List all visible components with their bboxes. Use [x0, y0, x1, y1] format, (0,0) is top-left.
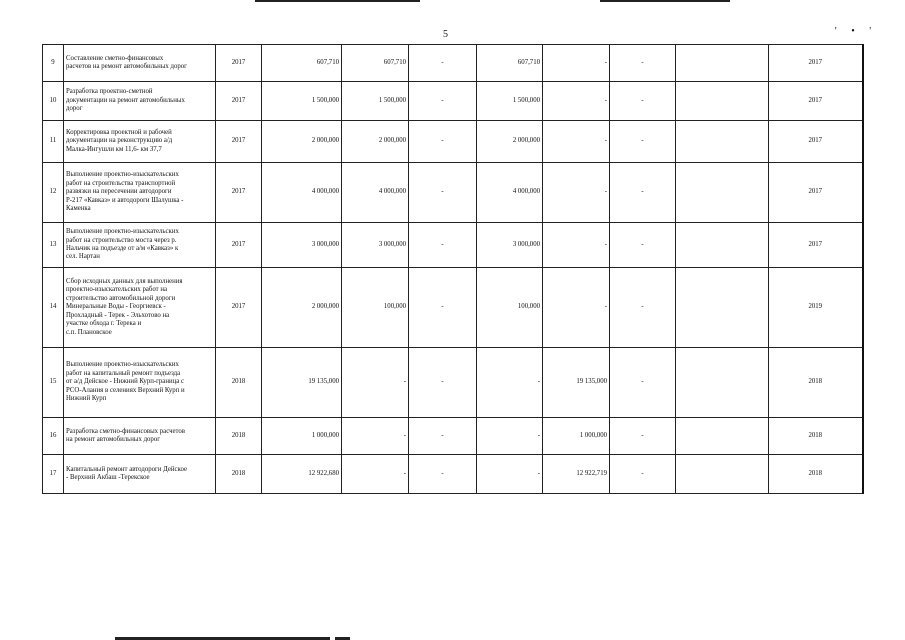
- amount-col-3: 2 000,000: [477, 121, 543, 163]
- row-number: 12: [43, 163, 64, 223]
- completion-year: 2017: [769, 223, 863, 268]
- total-cost: 2 000,000: [262, 268, 342, 348]
- amount-col-3: -: [477, 348, 543, 418]
- amount-col-3: 1 500,000: [477, 82, 543, 121]
- table-row: [43, 348, 863, 418]
- completion-year: 2017: [769, 121, 863, 163]
- table-row: [43, 163, 863, 223]
- description-line: Составление сметно-финансовых: [66, 54, 164, 62]
- row-number: 17: [43, 455, 64, 494]
- completion-year: 2018: [769, 348, 863, 418]
- description-line: развязки на пересечении автодороги: [66, 188, 172, 196]
- amount-col-4: -: [543, 121, 610, 163]
- description-line: РСО-Алания в селениях Верхний Курп и: [66, 386, 185, 394]
- description-line: Выполнение проектно-изыскательских: [66, 361, 179, 369]
- start-year: 2017: [216, 268, 262, 348]
- budget-table: [42, 44, 864, 494]
- completion-year: 2017: [769, 163, 863, 223]
- work-description: [64, 163, 216, 223]
- amount-col-1: 3 000,000: [342, 223, 409, 268]
- amount-col-1: 100,000: [342, 268, 409, 348]
- start-year: 2018: [216, 418, 262, 455]
- scan-artifact-top-right: [600, 0, 730, 2]
- start-year: 2017: [216, 223, 262, 268]
- row-number: 11: [43, 121, 64, 163]
- scan-specks: ' • ': [834, 26, 877, 37]
- amount-col-1: 2 000,000: [342, 121, 409, 163]
- notes-cell: [676, 223, 769, 268]
- scan-artifact-top: [255, 0, 420, 2]
- amount-col-4: -: [543, 82, 610, 121]
- amount-col-5: -: [610, 82, 676, 121]
- work-description: [64, 45, 216, 82]
- page-number: 5: [443, 29, 448, 40]
- amount-col-2: -: [409, 121, 477, 163]
- amount-col-2: -: [409, 418, 477, 455]
- amount-col-3: -: [477, 418, 543, 455]
- description-line: строительство автомобильной дороги: [66, 294, 176, 302]
- amount-col-5: -: [610, 418, 676, 455]
- description-line: Нижний Курп: [66, 395, 107, 403]
- amount-col-3: 100,000: [477, 268, 543, 348]
- start-year: 2017: [216, 82, 262, 121]
- notes-cell: [676, 163, 769, 223]
- table-row: [43, 82, 863, 121]
- amount-col-5: -: [610, 163, 676, 223]
- amount-col-4: 12 922,719: [543, 455, 610, 494]
- description-line: работ на капитальный ремонт подъезда: [66, 369, 181, 377]
- amount-col-1: 607,710: [342, 45, 409, 82]
- description-line: Каменка: [66, 205, 91, 213]
- total-cost: 19 135,000: [262, 348, 342, 418]
- amount-col-5: -: [610, 268, 676, 348]
- amount-col-2: -: [409, 45, 477, 82]
- amount-col-2: -: [409, 348, 477, 418]
- description-line: сел. Нартан: [66, 253, 100, 261]
- description-line: документации на ремонт автомобильных: [66, 96, 185, 104]
- amount-col-4: -: [543, 223, 610, 268]
- description-line: Прохладный - Терек - Эльхотово на: [66, 311, 170, 319]
- amount-col-4: 1 000,000: [543, 418, 610, 455]
- notes-cell: [676, 45, 769, 82]
- completion-year: 2018: [769, 418, 863, 455]
- amount-col-4: 19 135,000: [543, 348, 610, 418]
- description-line: Малка-Ингушли км 11,6- км 37,7: [66, 145, 162, 153]
- table-row: [43, 455, 863, 494]
- table-row: [43, 418, 863, 455]
- amount-col-2: -: [409, 163, 477, 223]
- completion-year: 2017: [769, 82, 863, 121]
- row-number: 13: [43, 223, 64, 268]
- amount-col-5: -: [610, 45, 676, 82]
- row-number: 14: [43, 268, 64, 348]
- description-line: Капитальный ремонт автодороги Дейское: [66, 465, 187, 473]
- work-description: [64, 223, 216, 268]
- row-number: 10: [43, 82, 64, 121]
- description-line: Минеральные Воды - Георгиевск -: [66, 303, 166, 311]
- table-row: [43, 121, 863, 163]
- notes-cell: [676, 418, 769, 455]
- start-year: 2018: [216, 455, 262, 494]
- description-line: от а/д Дейское - Нижний Курп-граница с: [66, 378, 184, 386]
- amount-col-2: -: [409, 455, 477, 494]
- amount-col-2: -: [409, 223, 477, 268]
- amount-col-3: -: [477, 455, 543, 494]
- total-cost: 1 000,000: [262, 418, 342, 455]
- description-line: работ на строительства транспортной: [66, 179, 176, 187]
- description-line: Сбор исходных данных для выполнения: [66, 278, 183, 286]
- work-description: [64, 455, 216, 494]
- description-line: Р-217 «Кавказ» и автодороги Шалушка -: [66, 196, 184, 204]
- amount-col-2: -: [409, 82, 477, 121]
- description-line: с.п. Плановское: [66, 328, 112, 336]
- total-cost: 2 000,000: [262, 121, 342, 163]
- notes-cell: [676, 348, 769, 418]
- total-cost: 4 000,000: [262, 163, 342, 223]
- work-description: [64, 268, 216, 348]
- amount-col-3: 3 000,000: [477, 223, 543, 268]
- start-year: 2017: [216, 163, 262, 223]
- description-line: Корректировка проектной и рабочей: [66, 128, 172, 136]
- notes-cell: [676, 455, 769, 494]
- description-line: расчетов на ремонт автомобильных дорог: [66, 63, 187, 70]
- work-description: [64, 121, 216, 163]
- total-cost: 607,710: [262, 45, 342, 82]
- start-year: 2018: [216, 348, 262, 418]
- work-description: [64, 82, 216, 121]
- table-row: [43, 45, 863, 82]
- completion-year: 2018: [769, 455, 863, 494]
- start-year: 2017: [216, 121, 262, 163]
- amount-col-1: 1 500,000: [342, 82, 409, 121]
- amount-col-4: -: [543, 45, 610, 82]
- description-line: Выполнение проектно-изыскательских: [66, 228, 179, 236]
- description-line: проектно-изыскательских работ на: [66, 286, 168, 294]
- amount-col-5: -: [610, 455, 676, 494]
- amount-col-5: -: [610, 121, 676, 163]
- work-description: [64, 418, 216, 455]
- amount-col-2: -: [409, 268, 477, 348]
- description-line: участке обхода г. Терека и: [66, 320, 142, 328]
- description-line: Нальчик на подъезде от а/м «Кавказ» к: [66, 245, 179, 252]
- row-number: 15: [43, 348, 64, 418]
- amount-col-5: -: [610, 223, 676, 268]
- description-line: Выполнение проектно-изыскательских: [66, 171, 179, 179]
- amount-col-5: -: [610, 348, 676, 418]
- completion-year: 2019: [769, 268, 863, 348]
- description-line: на ремонт автомобильных дорог: [66, 436, 161, 443]
- total-cost: 12 922,680: [262, 455, 342, 494]
- description-line: работ на строительство моста через р.: [66, 236, 177, 244]
- notes-cell: [676, 121, 769, 163]
- amount-col-1: -: [342, 348, 409, 418]
- amount-col-1: -: [342, 455, 409, 494]
- description-line: дорог: [66, 105, 83, 113]
- table-row: [43, 268, 863, 348]
- amount-col-4: -: [543, 268, 610, 348]
- start-year: 2017: [216, 45, 262, 82]
- description-line: - Верхний Акбаш -Терекское: [66, 474, 150, 481]
- notes-cell: [676, 82, 769, 121]
- description-line: Разработка проектно-сметной: [66, 88, 153, 96]
- table-row: [43, 223, 863, 268]
- amount-col-1: -: [342, 418, 409, 455]
- amount-col-3: 4 000,000: [477, 163, 543, 223]
- amount-col-4: -: [543, 163, 610, 223]
- amount-col-1: 4 000,000: [342, 163, 409, 223]
- description-line: Разработка сметно-финансовых расчетов: [66, 427, 185, 435]
- description-line: документации на реконструкцию а/д: [66, 137, 173, 145]
- row-number: 9: [43, 45, 64, 82]
- total-cost: 3 000,000: [262, 223, 342, 268]
- amount-col-3: 607,710: [477, 45, 543, 82]
- row-number: 16: [43, 418, 64, 455]
- total-cost: 1 500,000: [262, 82, 342, 121]
- work-description: [64, 348, 216, 418]
- notes-cell: [676, 268, 769, 348]
- completion-year: 2017: [769, 45, 863, 82]
